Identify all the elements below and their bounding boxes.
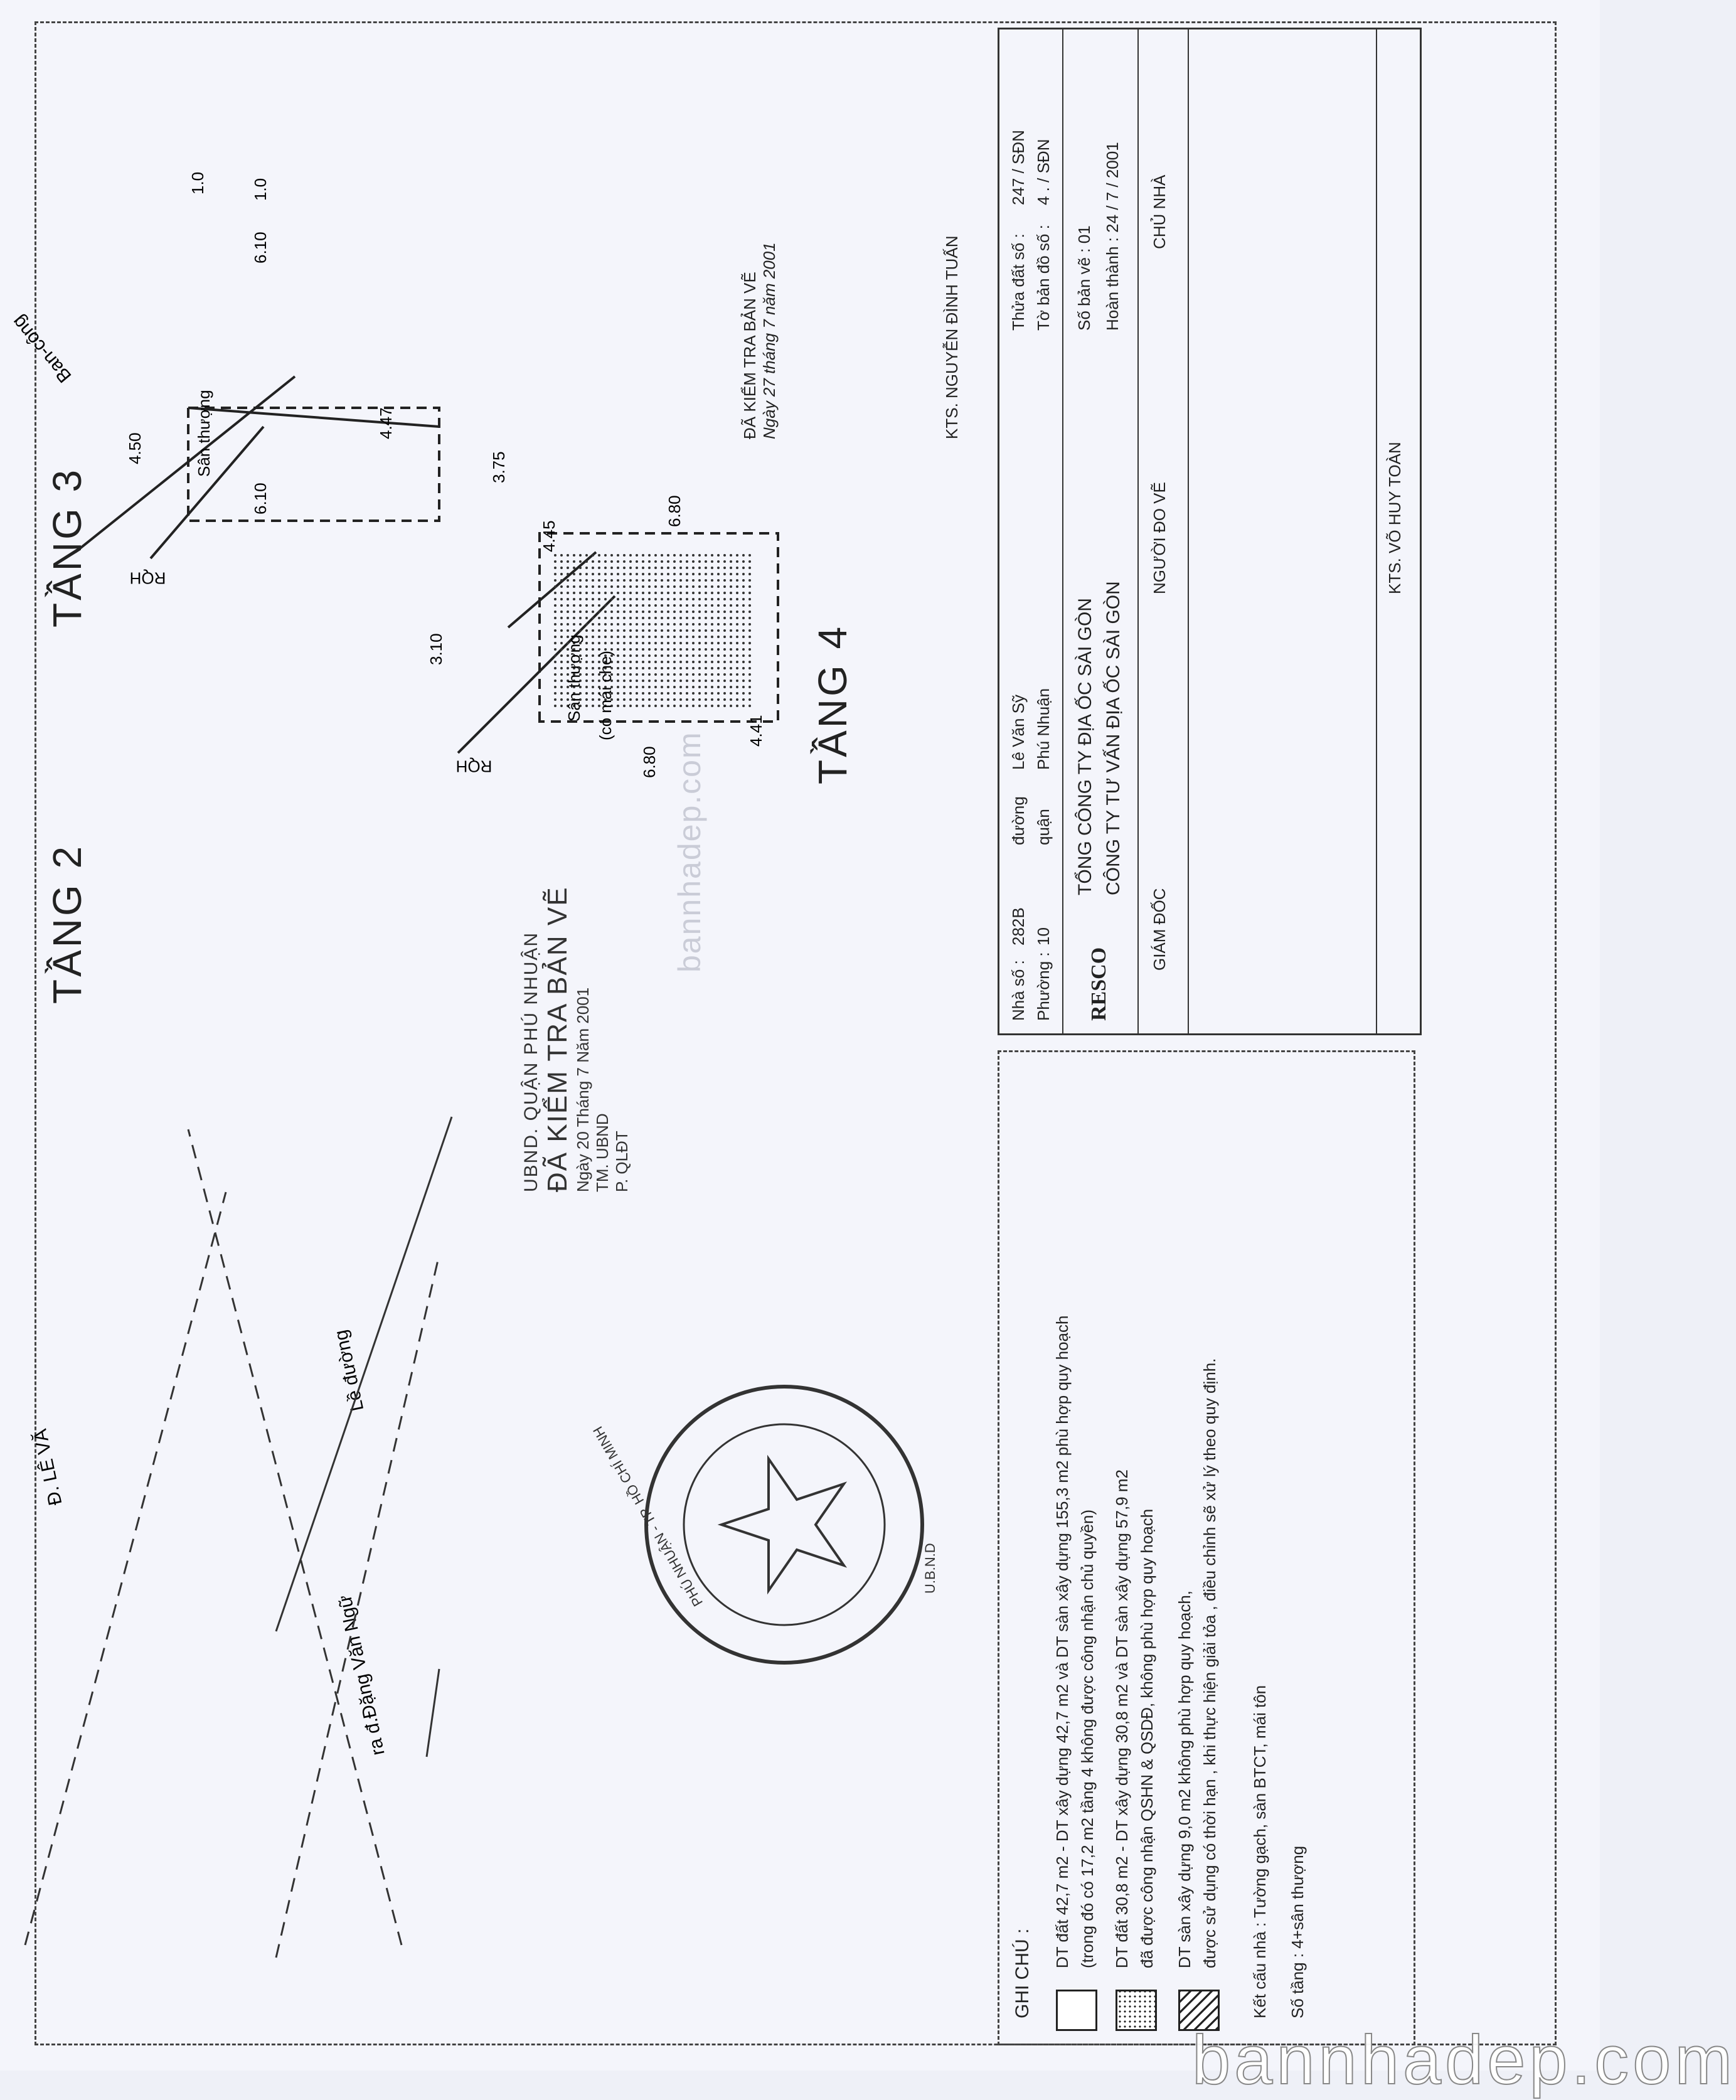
note-3b: được sử dụng có thời hạn , khi thực hiện giải tỏa , điều chỉnh sẽ xử lý theo quy định.	[1200, 1358, 1219, 1968]
tb-thua-label: Thửa đất số :	[1009, 233, 1028, 331]
street-le-van: Đ. LÊ VĂ	[29, 1427, 67, 1508]
label-san-thuong-4: Sân thượng	[565, 634, 583, 722]
tb-quan-label: quận	[1034, 809, 1053, 845]
row-line	[1137, 29, 1139, 1033]
tb-phuong-label: Phường :	[1034, 952, 1053, 1021]
legend-dotted	[1116, 1990, 1157, 2031]
check-title: ĐÃ KIỂM TRA BẢN VẼ	[740, 272, 759, 439]
watermark-1: bannhadep.com	[672, 731, 707, 973]
stamp-line-4: TM. UBND	[593, 1113, 612, 1192]
floor-title-tang4: TẦNG 4	[810, 624, 855, 784]
stamp-line-5: P. QLĐT	[612, 1131, 631, 1192]
label-co-mai-che: (có mái che)	[596, 650, 615, 740]
stamp-line-1: UBND. QUẬN PHÚ NHUẬN	[521, 931, 541, 1192]
row-line	[1062, 29, 1063, 1033]
tb-chu-nha: CHỦ NHÀ	[1150, 174, 1169, 249]
tb-nguoi-do-ve: NGƯỜI ĐO VẼ	[1150, 482, 1169, 594]
tb-company-2: CÔNG TY TƯ VẤN ĐỊA ỐC SÀI GÒN	[1103, 581, 1124, 895]
dim-680b: 6.80	[640, 746, 659, 778]
street-le-duong: Lề đường	[330, 1328, 368, 1414]
stamp-line-3: Ngày 20 Tháng 7 Năm 2001	[573, 987, 592, 1192]
dim-445: 4.45	[540, 520, 558, 552]
district-stamp	[521, 690, 632, 1192]
note-so-tang: Số tầng : 4+sân thượng	[1288, 1845, 1307, 2018]
watermark-2: bannhadep.com	[1192, 2022, 1736, 2099]
tb-to-label: Tờ bản đồ số :	[1034, 225, 1053, 331]
note-ket-cau: Kết cấu nhà : Tường gạch, sàn BTCT, mái tôn	[1250, 1685, 1269, 2018]
note-2: DT đất 30,8 m2 - DT xây dựng 30,8 m2 và DT sàn xây dựng 57,9 m2	[1112, 1469, 1131, 1968]
label-ban-cong: Ban-công	[8, 311, 76, 386]
tb-so-nha: 282B	[1009, 907, 1028, 946]
floor-title-tang3: TẦNG 3	[45, 467, 90, 627]
tb-phuong: 10	[1034, 927, 1053, 946]
notes-title: GHI CHÚ :	[1012, 1928, 1033, 2018]
tb-so-ban-ve: Số bản vẽ : 01	[1075, 225, 1094, 331]
dim-10a: 1.0	[188, 171, 207, 195]
tb-thua: 247 / SĐN	[1009, 130, 1028, 205]
dim-447: 4.47	[376, 407, 395, 439]
row-line	[1376, 29, 1377, 1033]
title-block	[998, 28, 1422, 1035]
dim-450: 4.50	[125, 432, 144, 464]
seal-bottom-text: U.B.N.D	[922, 1543, 938, 1594]
dim-610b: 6.10	[251, 232, 270, 264]
tb-kts-vo: KTS. VÕ HUY TOÀN	[1385, 442, 1404, 594]
tb-giam-doc: GIÁM ĐỐC	[1150, 888, 1169, 971]
dim-610a: 6.10	[251, 482, 270, 514]
dim-10b: 1.0	[251, 178, 270, 201]
legend-blank	[1056, 1990, 1097, 2031]
seal-text: PHÚ NHUẬN - TP. HỒ CHÍ MINH	[590, 1424, 706, 1609]
note-1b: (trong đó có 17,2 m2 tầng 4 không được công nhận chủ quyền)	[1078, 1509, 1097, 1968]
dim-680a: 6.80	[665, 495, 684, 527]
dim-375: 3.75	[489, 451, 508, 483]
check-block	[740, 50, 962, 439]
street-dang-van-ngu: ra đ.Đặng Văn Ngữ	[334, 1593, 389, 1757]
check-architect: KTS. NGUYỄN ĐÌNH TUẤN	[942, 235, 961, 439]
dim-310: 3.10	[427, 633, 445, 665]
note-3: DT sàn xây dựng 9,0 m2 không phù hợp quy hoạch,	[1175, 1590, 1194, 1968]
notes-block	[998, 1050, 1415, 2045]
note-1: DT đất 42,7 m2 - DT xây dựng 42,7 m2 và DT sàn xây dựng 155,3 m2 phù hợp quy hoạch	[1053, 1315, 1072, 1968]
row-line	[1188, 29, 1189, 1033]
tb-company-1: TỔNG CÔNG TY ĐỊA ỐC SÀI GÒN	[1075, 598, 1095, 895]
tb-to: 4 . / SĐN	[1034, 139, 1053, 205]
dim-441: 4.41	[747, 715, 765, 747]
floor-title-tang2: TẦNG 2	[45, 843, 90, 1004]
tb-so-nha-label: Nhà số :	[1009, 960, 1028, 1021]
resco-logo: RESCO	[1087, 947, 1110, 1021]
check-date: Ngày 27 tháng 7 năm 2001	[760, 242, 779, 439]
tb-duong-label: đường	[1009, 796, 1028, 845]
tb-hoan-thanh: Hoàn thành : 24 / 7 / 2001	[1103, 142, 1122, 331]
tb-quan: Phú Nhuận	[1034, 688, 1053, 770]
note-2b: đã được công nhận QSHN & QSDĐ, không phù hợp quy hoạch	[1137, 1508, 1156, 1968]
label-san-thuong-3: Sân thượng	[194, 390, 213, 477]
label-rqh-2: RQH	[455, 757, 493, 776]
label-rqh: RQH	[129, 568, 166, 588]
tb-duong: Lê Văn Sỹ	[1009, 695, 1028, 770]
stamp-line-2: ĐÃ KIỂM TRA BẢN VẼ	[542, 886, 573, 1192]
